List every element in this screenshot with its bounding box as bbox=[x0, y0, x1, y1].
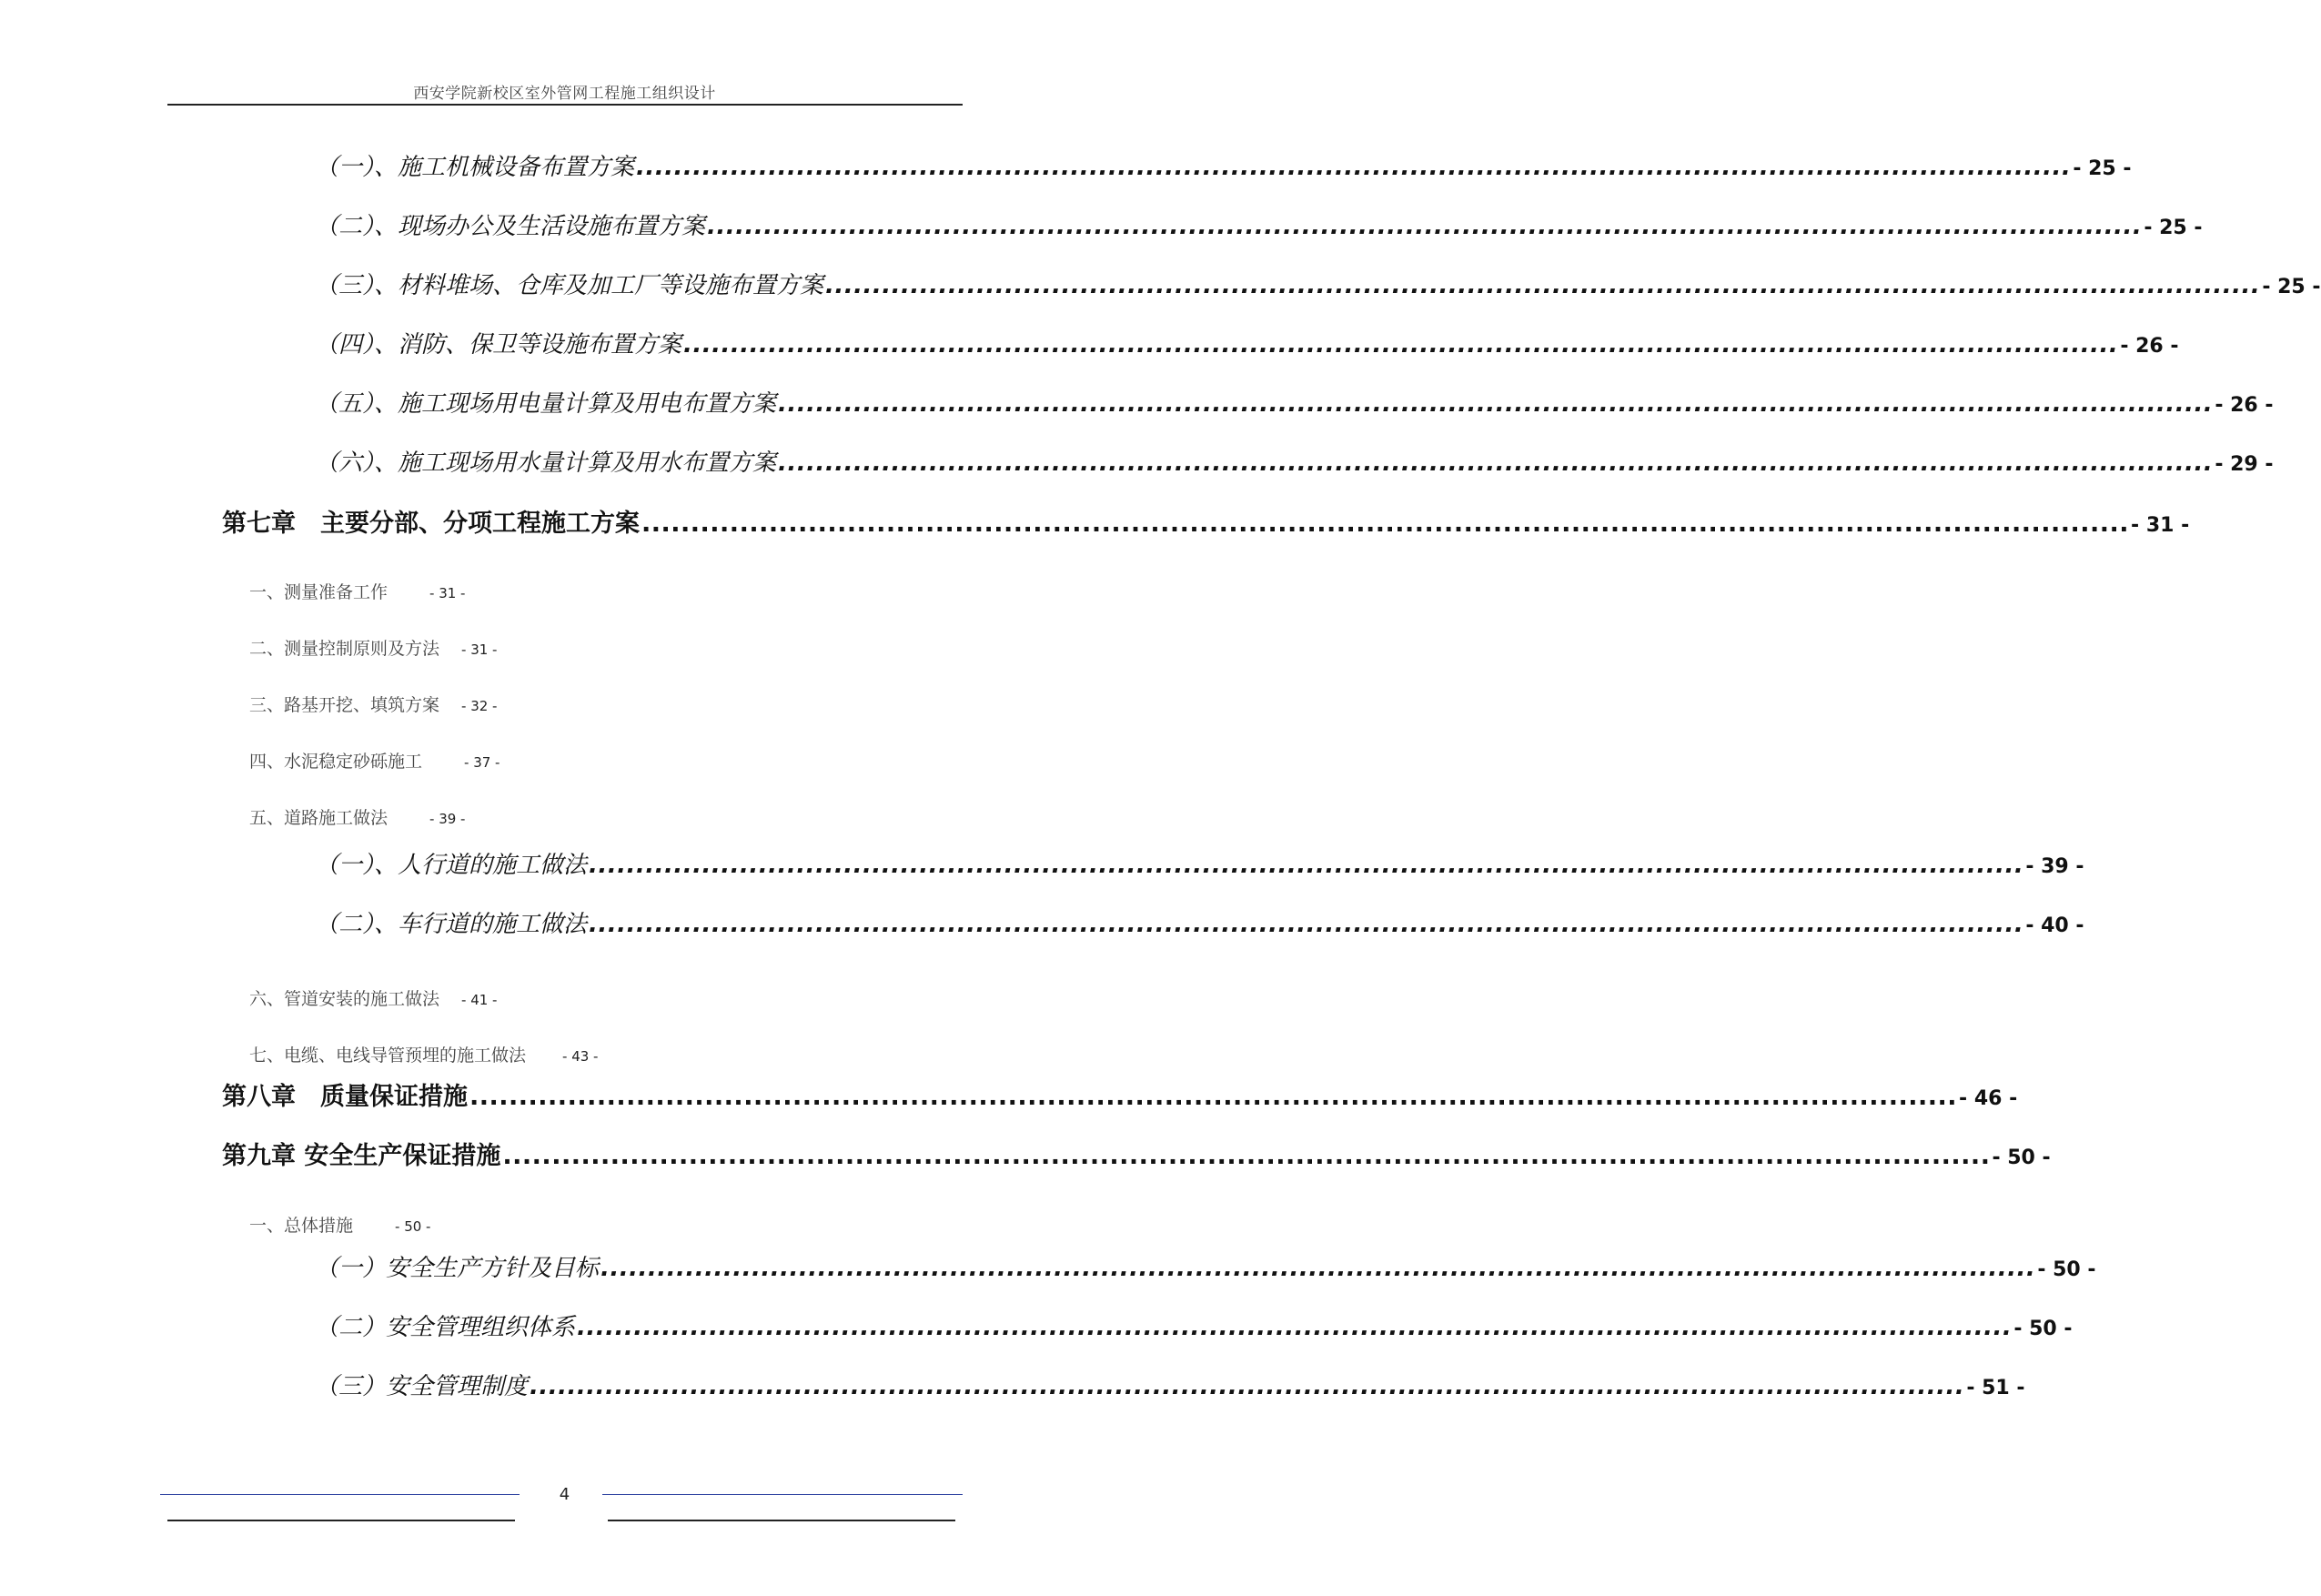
toc-dot-leader: ........................................................................................................................................................ bbox=[707, 213, 2143, 240]
toc-page-number: - 29 - bbox=[2215, 453, 2274, 476]
toc-entry-text: 四、水泥稳定砂砾施工 bbox=[249, 752, 423, 772]
toc-page-number: - 26 - bbox=[2120, 335, 2179, 358]
toc-dot-leader: ........................................................................................................................................................ bbox=[469, 1083, 1958, 1111]
toc-page-number: - 37 - bbox=[464, 754, 500, 771]
toc-entry-text: （三）、材料堆场、仓库及加工厂等设施布置方案 bbox=[315, 272, 824, 299]
toc-dot-leader: ........................................................................................................................................................ bbox=[589, 852, 2024, 879]
toc-entry-text: （二）、车行道的施工做法 bbox=[315, 911, 588, 938]
toc-entry-text: （六）、施工现场用水量计算及用水布置方案 bbox=[315, 450, 777, 477]
toc-page-number: - 31 - bbox=[2131, 514, 2190, 537]
toc-dot-leader: ........................................................................................................................................................ bbox=[600, 1255, 2036, 1282]
toc-page-number: - 50 - bbox=[395, 1218, 431, 1235]
toc-page-number: - 39 - bbox=[429, 811, 466, 827]
toc-entry-text: 第七章 主要分部、分项工程施工方案 bbox=[222, 510, 640, 538]
toc-section-entry[interactable] bbox=[249, 635, 497, 660]
toc-dot-leader: ........................................................................................................................................................ bbox=[778, 450, 2214, 477]
toc-page-number: - 32 - bbox=[461, 698, 498, 714]
toc-entry-text: （三）安全管理制度 bbox=[315, 1373, 529, 1400]
toc-page-number: - 31 - bbox=[461, 641, 498, 658]
toc-dot-leader: ........................................................................................................................................................ bbox=[636, 154, 2072, 181]
toc-entry-text: 三、路基开挖、填筑方案 bbox=[249, 695, 440, 715]
toc-entry-text: 第八章 质量保证措施 bbox=[222, 1083, 468, 1111]
toc-entry-text: 第九章 安全生产保证措施 bbox=[222, 1142, 501, 1170]
toc-section-entry[interactable] bbox=[249, 692, 497, 716]
toc-dot-leader: ........................................................................................................................................................ bbox=[577, 1314, 2013, 1341]
toc-page-number: - 26 - bbox=[2215, 394, 2274, 417]
toc-page-number: - 40 - bbox=[2025, 914, 2084, 937]
toc-page-number: - 43 - bbox=[562, 1048, 599, 1065]
toc-entry-text: 五、道路施工做法 bbox=[249, 808, 389, 828]
toc-entry-text: 二、测量控制原则及方法 bbox=[249, 639, 440, 659]
toc-page-number: - 25 - bbox=[2262, 276, 2321, 298]
toc-entry-text: （二）、现场办公及生活设施布置方案 bbox=[315, 213, 706, 240]
page-header-title: 西安学院新校区室外管网工程施工组织设计 bbox=[413, 85, 716, 103]
toc-entry-text: 一、总体措施 bbox=[249, 1216, 354, 1236]
toc-page-number: - 41 - bbox=[461, 992, 498, 1008]
toc-dot-leader: ........................................................................................................................................................ bbox=[589, 911, 2024, 938]
toc-dot-leader: ........................................................................................................................................................ bbox=[641, 510, 2130, 538]
toc-entry-text: （五）、施工现场用电量计算及用电布置方案 bbox=[315, 390, 777, 418]
toc-entry[interactable] bbox=[315, 267, 2321, 300]
toc-dot-leader: ........................................................................................................................................................ bbox=[825, 272, 2261, 299]
toc-dot-leader: ........................................................................................................................................................ bbox=[530, 1373, 1965, 1400]
toc-page-number: - 50 - bbox=[1992, 1146, 2051, 1169]
toc-entry-text: （一）、人行道的施工做法 bbox=[315, 852, 588, 879]
toc-section-entry[interactable] bbox=[249, 748, 500, 773]
toc-entry[interactable] bbox=[315, 326, 2179, 359]
toc-entry-text: （四）、消防、保卫等设施布置方案 bbox=[315, 331, 682, 359]
toc-entry[interactable] bbox=[315, 207, 2203, 241]
toc-dot-leader: ........................................................................................................................................................ bbox=[683, 331, 2119, 359]
toc-section-entry[interactable] bbox=[249, 579, 465, 603]
page-number: 4 bbox=[559, 1485, 570, 1504]
toc-page-number: - 31 - bbox=[429, 585, 466, 601]
toc-entry[interactable] bbox=[315, 1249, 2096, 1283]
toc-page-number: - 25 - bbox=[2144, 217, 2203, 239]
toc-page-number: - 50 - bbox=[2013, 1318, 2073, 1340]
toc-chapter-entry[interactable] bbox=[222, 503, 2190, 539]
toc-page-number: - 25 - bbox=[2073, 157, 2132, 180]
toc-entry[interactable] bbox=[315, 1368, 2025, 1401]
toc-entry[interactable] bbox=[315, 905, 2084, 939]
toc-dot-leader: ........................................................................................................................................................ bbox=[502, 1142, 1991, 1170]
toc-entry[interactable] bbox=[315, 846, 2084, 880]
header-divider bbox=[167, 104, 963, 106]
toc-section-entry[interactable] bbox=[249, 1042, 598, 1066]
toc-page-number: - 46 - bbox=[1959, 1087, 2018, 1110]
toc-entry-text: 一、测量准备工作 bbox=[249, 582, 389, 602]
toc-entry-text: （二）安全管理组织体系 bbox=[315, 1314, 576, 1341]
toc-entry[interactable] bbox=[315, 148, 2132, 182]
toc-page-number: - 50 - bbox=[2037, 1258, 2096, 1281]
toc-entry[interactable] bbox=[315, 444, 2274, 478]
toc-entry-text: （一）、施工机械设备布置方案 bbox=[315, 154, 635, 181]
toc-section-entry[interactable] bbox=[249, 804, 465, 829]
toc-entry-text: （一）安全生产方针及目标 bbox=[315, 1255, 600, 1282]
toc-entry[interactable] bbox=[315, 385, 2274, 419]
toc-entry[interactable] bbox=[315, 1308, 2073, 1342]
toc-chapter-entry[interactable] bbox=[222, 1076, 2018, 1112]
toc-page-number: - 51 - bbox=[1966, 1377, 2025, 1399]
toc-section-entry[interactable] bbox=[249, 1212, 430, 1237]
toc-page-number: - 39 - bbox=[2025, 855, 2084, 878]
toc-dot-leader: ........................................................................................................................................................ bbox=[778, 390, 2214, 418]
toc-chapter-entry[interactable] bbox=[222, 1136, 2051, 1171]
footer-rule bbox=[608, 1520, 955, 1521]
footer-rule bbox=[167, 1520, 515, 1521]
toc-entry-text: 七、电缆、电线导管预埋的施工做法 bbox=[249, 1045, 527, 1066]
toc-section-entry[interactable] bbox=[249, 985, 497, 1010]
toc-entry-text: 六、管道安装的施工做法 bbox=[249, 989, 440, 1009]
